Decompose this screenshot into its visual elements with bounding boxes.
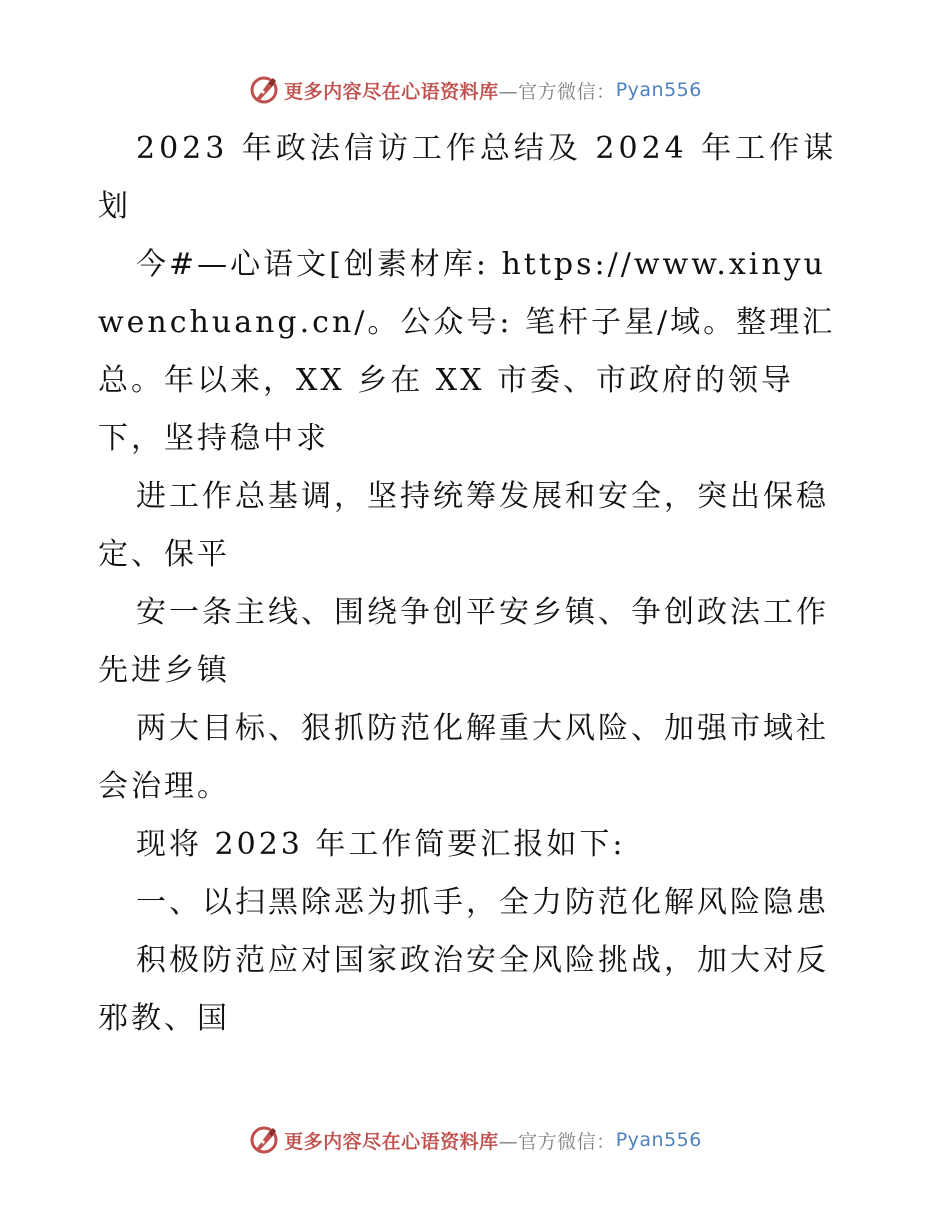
document-title: 2023 年政法信访工作总结及 2024 年工作谋划: [98, 131, 838, 224]
paragraph-3: 安一条主线、围绕争创平安乡镇、争创政法工作先进乡镇: [98, 595, 829, 688]
section-heading-1: 一、以扫黑除恶为抓手，全力防范化解风险隐患: [136, 885, 829, 920]
footer-banner: [0, 1120, 950, 1160]
paragraph-1: 今#—心语文[创素材库: https://www.xinyuwenchuang.cn/。公众号: 笔杆子星/域。整理汇总。年以来，XX 乡在 XX 市委、市政府的领导下，坚持稳中求: [98, 247, 836, 456]
banner-wechat-label: —官方微信：: [498, 80, 616, 103]
pen-nib-circle-icon: [248, 1124, 280, 1156]
paragraph-2: 进工作总基调，坚持统筹发展和安全，突出保稳定、保平: [98, 479, 829, 572]
header-banner: [0, 70, 950, 110]
paragraph-5: 现将 2023 年工作简要汇报如下:: [136, 827, 626, 862]
pen-nib-circle-icon: [248, 74, 280, 106]
paragraph-4: 两大目标、狠抓防范化解重大风险、加强市域社会治理。: [98, 711, 829, 804]
banner-brand-text: 更多内容尽在心语资料库: [284, 80, 499, 103]
banner-wechat-id: Pyan556: [615, 1129, 702, 1151]
banner-brand-text: 更多内容尽在心语资料库: [284, 1130, 499, 1153]
document-body: [98, 120, 853, 1048]
banner-wechat-label: —官方微信：: [498, 1130, 616, 1153]
paragraph-6: 积极防范应对国家政治安全风险挑战，加大对反邪教、国: [98, 943, 829, 1036]
banner-wechat-id: Pyan556: [615, 79, 702, 101]
